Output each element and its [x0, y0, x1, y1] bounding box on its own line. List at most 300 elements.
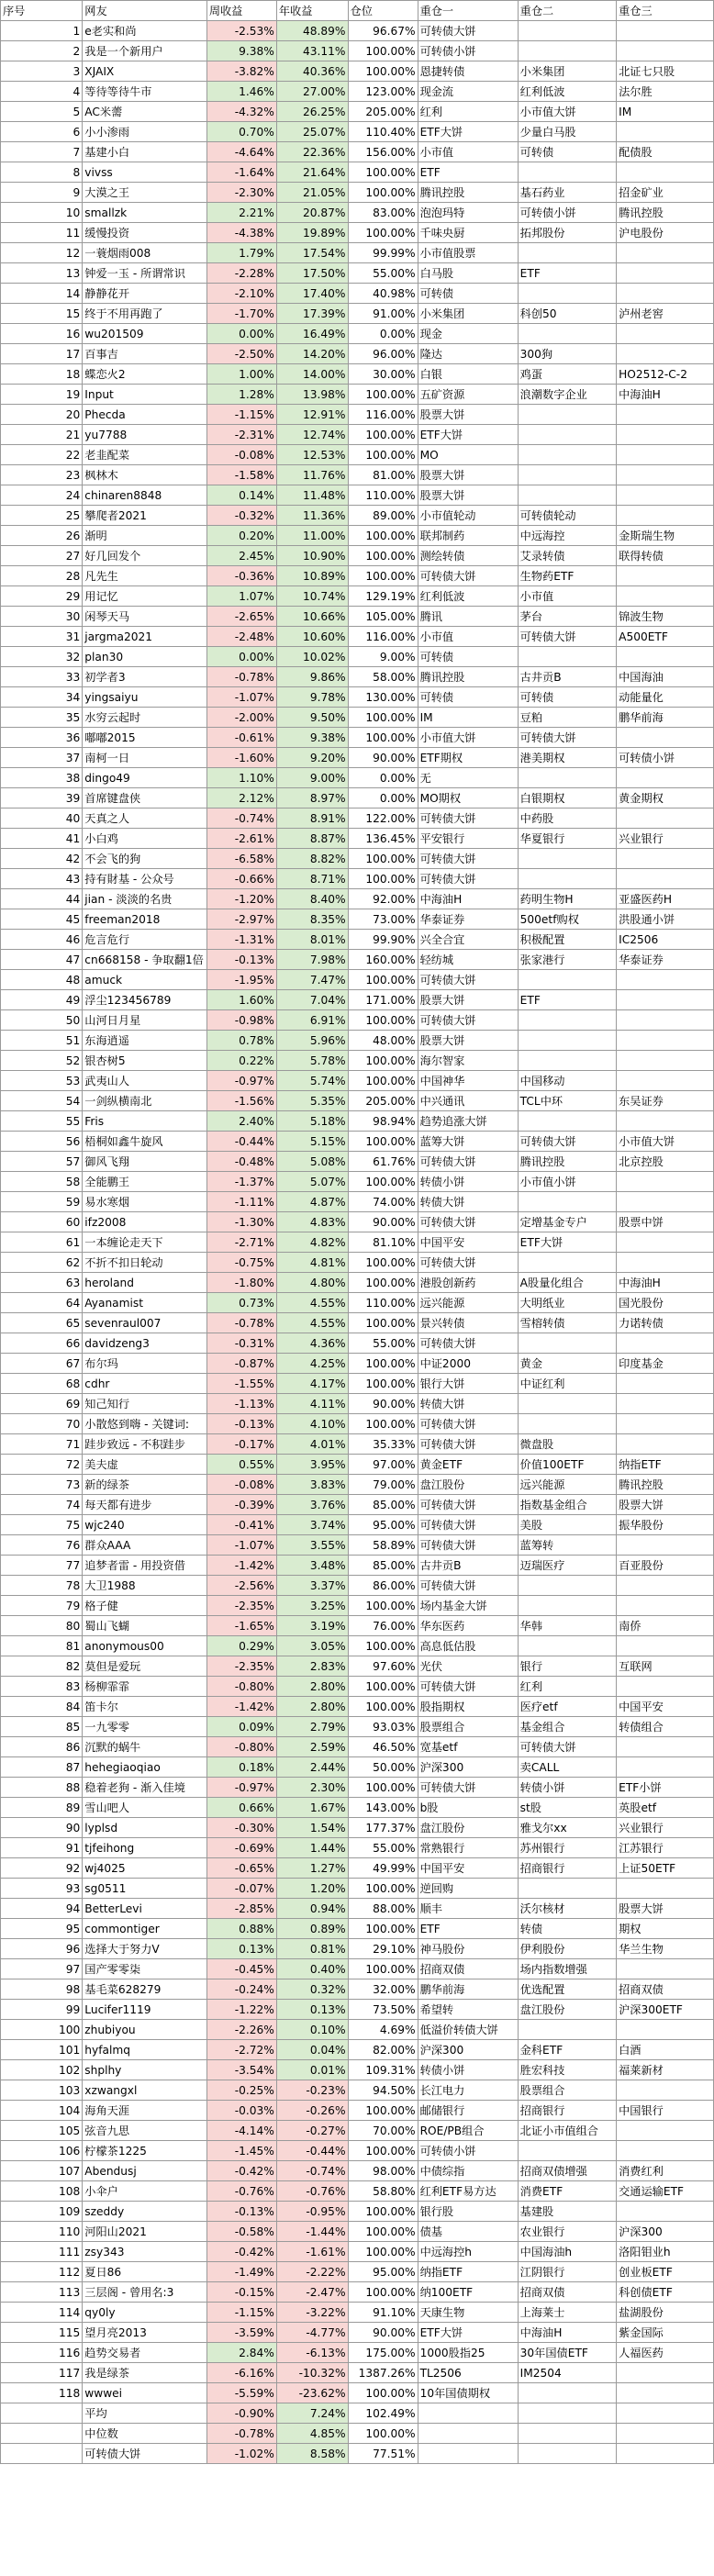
cell-user: 追梦者雷 - 用投资借 [83, 1556, 207, 1576]
cell-weekly-return: -6.58% [206, 849, 276, 869]
cell-user: 百事吉 [83, 344, 207, 364]
cell-holding-2: 红利 [518, 1677, 616, 1697]
cell-annual-return: 10.90% [276, 546, 348, 566]
cell-holding-1: 现金 [418, 324, 518, 344]
cell-holding-3: 小市值大饼 [617, 1132, 714, 1152]
cell-annual-return: 0.13% [276, 2000, 348, 2020]
cell-position: 130.00% [348, 687, 418, 708]
cell-annual-return: 4.87% [276, 1192, 348, 1212]
cell-weekly-return: -0.08% [206, 1475, 276, 1495]
cell-weekly-return: -0.76% [206, 2181, 276, 2202]
table-row [1, 1979, 714, 2000]
table-row [1, 2000, 714, 2020]
cell-index: 85 [1, 1717, 83, 1737]
cell-position: 96.67% [348, 21, 418, 41]
cell-annual-return: -10.32% [276, 2363, 348, 2383]
cell-user: 笛卡尔 [83, 1697, 207, 1717]
cell-position: 100.00% [348, 2424, 418, 2444]
cell-annual-return: 8.82% [276, 849, 348, 869]
cell-holding-1: ETF期权 [418, 748, 518, 768]
cell-annual-return: 17.54% [276, 243, 348, 263]
cell-weekly-return: -0.15% [206, 2282, 276, 2303]
cell-index: 113 [1, 2282, 83, 2303]
cell-holding-2: 张家港行 [518, 950, 616, 970]
cell-user: anonymous00 [83, 1636, 207, 1656]
cell-weekly-return: -1.07% [206, 1535, 276, 1556]
cell-holding-2: 苏州银行 [518, 1838, 616, 1858]
cell-annual-return: 21.05% [276, 183, 348, 203]
header-cell-annual-return: 年收益 [276, 1, 348, 21]
cell-holding-3 [617, 970, 714, 990]
cell-holding-3 [617, 445, 714, 465]
cell-weekly-return: 2.84% [206, 2343, 276, 2363]
cell-holding-2: 基建股 [518, 2202, 616, 2222]
cell-holding-1: 小市值 [418, 142, 518, 162]
cell-weekly-return: -0.36% [206, 566, 276, 586]
cell-holding-2 [518, 1111, 616, 1132]
cell-index: 92 [1, 1858, 83, 1879]
cell-weekly-return: -2.72% [206, 2040, 276, 2060]
cell-holding-1: 可转债大饼 [418, 808, 518, 829]
cell-holding-3 [617, 21, 714, 41]
cell-holding-3: IC2506 [617, 930, 714, 950]
header-cell-holding-3: 重仓三 [617, 1, 714, 21]
cell-user: qy0ly [83, 2303, 207, 2323]
cell-annual-return: 4.80% [276, 1273, 348, 1293]
cell-holding-3 [617, 1374, 714, 1394]
cell-holding-1: 无 [418, 768, 518, 788]
cell-holding-3 [617, 405, 714, 425]
table-row [1, 1919, 714, 1939]
table-row [1, 1333, 714, 1354]
cell-annual-return: 8.97% [276, 788, 348, 808]
cell-user: 沉默的蜗牛 [83, 1737, 207, 1757]
cell-index: 60 [1, 1212, 83, 1232]
cell-holding-3 [617, 1172, 714, 1192]
cell-weekly-return: -1.11% [206, 1192, 276, 1212]
cell-holding-2: 华夏银行 [518, 829, 616, 849]
cell-holding-3: 泸州老窖 [617, 304, 714, 324]
cell-annual-return: 17.40% [276, 284, 348, 304]
cell-user: Fris [83, 1111, 207, 1132]
cell-annual-return: 16.49% [276, 324, 348, 344]
cell-position: 205.00% [348, 102, 418, 122]
cell-holding-1: 小市值轮动 [418, 506, 518, 526]
cell-user: XJAIX [83, 61, 207, 82]
cell-holding-2: 伊利股份 [518, 1939, 616, 1959]
cell-user: vivss [83, 162, 207, 183]
cell-index: 66 [1, 1333, 83, 1354]
table-row [1, 304, 714, 324]
table-row [1, 526, 714, 546]
cell-annual-return: 4.82% [276, 1232, 348, 1253]
table-row [1, 566, 714, 586]
cell-holding-2: 可转债大饼 [518, 728, 616, 748]
cell-index: 99 [1, 2000, 83, 2020]
cell-weekly-return: -2.35% [206, 1656, 276, 1677]
cell-position: 122.00% [348, 808, 418, 829]
cell-holding-2 [518, 2020, 616, 2040]
cell-user: 一本缠论走天下 [83, 1232, 207, 1253]
cell-annual-return: 1.54% [276, 1818, 348, 1838]
cell-position: 29.10% [348, 1939, 418, 1959]
cell-holding-2: 转债 [518, 1919, 616, 1939]
cell-annual-return: 22.36% [276, 142, 348, 162]
cell-holding-3: 配债股 [617, 142, 714, 162]
cell-holding-3: 中海油H [617, 1273, 714, 1293]
cell-index: 97 [1, 1959, 83, 1979]
cell-index: 22 [1, 445, 83, 465]
cell-annual-return: -0.44% [276, 2141, 348, 2161]
cell-holding-3: 南侨 [617, 1616, 714, 1636]
cell-annual-return: 3.19% [276, 1616, 348, 1636]
cell-holding-2: 迈瑞医疗 [518, 1556, 616, 1576]
table-row [1, 223, 714, 243]
cell-holding-3 [617, 728, 714, 748]
cell-user: 好几回发个 [83, 546, 207, 566]
cell-index: 115 [1, 2323, 83, 2343]
summary-row [1, 2444, 714, 2464]
cell-user: Phecda [83, 405, 207, 425]
table-row [1, 1293, 714, 1313]
cell-holding-2: 黄金 [518, 1354, 616, 1374]
cell-holding-3: 上证50ETF [617, 1858, 714, 1879]
table-row [1, 869, 714, 889]
table-row [1, 2121, 714, 2141]
cell-index: 103 [1, 2080, 83, 2101]
cell-holding-1: 趋势追涨大饼 [418, 1111, 518, 1132]
cell-holding-1: 股票大饼 [418, 405, 518, 425]
cell-user: 雪山吧人 [83, 1798, 207, 1818]
cell-weekly-return: -5.59% [206, 2383, 276, 2403]
cell-user: 南柯一日 [83, 748, 207, 768]
cell-holding-1 [418, 2403, 518, 2424]
cell-user: 大漠之王 [83, 183, 207, 203]
cell-annual-return: 27.00% [276, 82, 348, 102]
cell-holding-2: 指数基金组合 [518, 1495, 616, 1515]
cell-holding-1: 可转债大饼 [418, 1576, 518, 1596]
cell-position: 100.00% [348, 1313, 418, 1333]
table-row [1, 2101, 714, 2121]
cell-weekly-return: -0.42% [206, 2242, 276, 2262]
cell-weekly-return: 1.07% [206, 586, 276, 607]
cell-holding-3: 沪电股份 [617, 223, 714, 243]
cell-annual-return: 8.40% [276, 889, 348, 909]
cell-annual-return: 3.25% [276, 1596, 348, 1616]
cell-position: 9.00% [348, 647, 418, 667]
cell-index: 102 [1, 2060, 83, 2080]
cell-holding-1: 股票组合 [418, 1717, 518, 1737]
cell-holding-3: 印度基金 [617, 1354, 714, 1374]
cell-holding-1: 恩捷转债 [418, 61, 518, 82]
cell-holding-1: 可转债大饼 [418, 1212, 518, 1232]
cell-user: BetterLevi [83, 1899, 207, 1919]
cell-weekly-return: 2.12% [206, 788, 276, 808]
cell-user: 河阳山2021 [83, 2222, 207, 2242]
cell-holding-1: 可转债大饼 [418, 21, 518, 41]
table-row [1, 829, 714, 849]
cell-holding-3 [617, 284, 714, 304]
cell-holding-1: 鹏华前海 [418, 1979, 518, 2000]
cell-holding-2: TCL中环 [518, 1091, 616, 1111]
cell-user: wjc240 [83, 1515, 207, 1535]
cell-holding-2: 腾讯控股 [518, 1152, 616, 1172]
table-row [1, 990, 714, 1010]
table-row [1, 61, 714, 82]
cell-index: 9 [1, 183, 83, 203]
cell-index: 33 [1, 667, 83, 687]
cell-holding-3 [617, 1333, 714, 1354]
cell-holding-3 [617, 566, 714, 586]
table-row [1, 1899, 714, 1919]
cell-position: 73.50% [348, 2000, 418, 2020]
cell-holding-1: 盘江股份 [418, 1475, 518, 1495]
cell-weekly-return: 0.66% [206, 1798, 276, 1818]
cell-weekly-return: -1.20% [206, 889, 276, 909]
table-row [1, 627, 714, 647]
table-row [1, 405, 714, 425]
cell-holding-2: 浪潮数字企业 [518, 385, 616, 405]
cell-holding-3 [617, 2383, 714, 2403]
cell-holding-3 [617, 1757, 714, 1778]
cell-index: 93 [1, 1879, 83, 1899]
table-row [1, 1111, 714, 1132]
cell-index: 17 [1, 344, 83, 364]
cell-position: 90.00% [348, 748, 418, 768]
cell-index: 10 [1, 203, 83, 223]
cell-user: jian - 淡淡的名贵 [83, 889, 207, 909]
table-row [1, 2222, 714, 2242]
cell-position: 100.00% [348, 183, 418, 203]
cell-holding-3 [617, 1677, 714, 1697]
cell-holding-2: 艾录转债 [518, 546, 616, 566]
cell-holding-2: 美股 [518, 1515, 616, 1535]
cell-holding-3 [617, 2424, 714, 2444]
cell-position: 100.00% [348, 1636, 418, 1656]
cell-position: 99.90% [348, 930, 418, 950]
cell-annual-return: -0.26% [276, 2101, 348, 2121]
cell-index: 51 [1, 1031, 83, 1051]
cell-index: 91 [1, 1838, 83, 1858]
cell-index: 98 [1, 1979, 83, 2000]
cell-index: 73 [1, 1475, 83, 1495]
table-row [1, 1152, 714, 1172]
cell-index: 69 [1, 1394, 83, 1414]
cell-user: 御风飞翔 [83, 1152, 207, 1172]
cell-index: 118 [1, 2383, 83, 2403]
cell-annual-return: 12.91% [276, 405, 348, 425]
cell-holding-1 [418, 2444, 518, 2464]
cell-holding-1: 红利 [418, 102, 518, 122]
cell-holding-3: 白酒 [617, 2040, 714, 2060]
cell-holding-1: 腾讯 [418, 607, 518, 627]
cell-user: 基建小白 [83, 142, 207, 162]
cell-holding-3: 东吴证券 [617, 1091, 714, 1111]
cell-holding-1: 可转债 [418, 647, 518, 667]
table-row [1, 2181, 714, 2202]
cell-user: 凡先生 [83, 566, 207, 586]
cell-index: 101 [1, 2040, 83, 2060]
cell-holding-3: 洛阳钼业h [617, 2242, 714, 2262]
cell-position: 98.00% [348, 2161, 418, 2181]
cell-user: 一蓑烟雨008 [83, 243, 207, 263]
cell-annual-return: 3.83% [276, 1475, 348, 1495]
cell-holding-3 [617, 162, 714, 183]
cell-index: 38 [1, 768, 83, 788]
cell-position: 100.00% [348, 162, 418, 183]
cell-index: 40 [1, 808, 83, 829]
cell-index: 50 [1, 1010, 83, 1031]
cell-weekly-return: -2.26% [206, 2020, 276, 2040]
cell-weekly-return: -2.61% [206, 829, 276, 849]
cell-user: 浮尘123456789 [83, 990, 207, 1010]
cell-annual-return: 0.32% [276, 1979, 348, 2000]
cell-annual-return: 6.91% [276, 1010, 348, 1031]
cell-index: 29 [1, 586, 83, 607]
table-row [1, 1132, 714, 1152]
table-row [1, 607, 714, 627]
cell-index: 25 [1, 506, 83, 526]
cell-weekly-return: 0.78% [206, 1031, 276, 1051]
cell-weekly-return: -3.59% [206, 2323, 276, 2343]
cell-holding-1: 红利ETF易方达 [418, 2181, 518, 2202]
cell-index: 44 [1, 889, 83, 909]
cell-index [1, 2403, 83, 2424]
cell-holding-3: 纳指ETF [617, 1455, 714, 1475]
cell-holding-1: 白银 [418, 364, 518, 385]
cell-index: 32 [1, 647, 83, 667]
cell-annual-return: 10.02% [276, 647, 348, 667]
cell-holding-2 [518, 445, 616, 465]
cell-position: 100.00% [348, 1959, 418, 1979]
cell-user: 老韭配菜 [83, 445, 207, 465]
cell-user: lyplsd [83, 1818, 207, 1838]
cell-holding-3: 动能量化 [617, 687, 714, 708]
cell-index: 104 [1, 2101, 83, 2121]
cell-holding-1: MO期权 [418, 788, 518, 808]
cell-holding-1: 常熟银行 [418, 1838, 518, 1858]
cell-holding-1: 股指期权 [418, 1697, 518, 1717]
cell-holding-2: 远兴能源 [518, 1475, 616, 1495]
header-row [1, 1, 714, 21]
cell-position: 177.37% [348, 1818, 418, 1838]
cell-holding-3: 盐湖股份 [617, 2303, 714, 2323]
cell-user: 一九零零 [83, 1717, 207, 1737]
cell-weekly-return: -1.65% [206, 1616, 276, 1636]
cell-holding-3 [617, 1232, 714, 1253]
cell-annual-return: -4.77% [276, 2323, 348, 2343]
cell-annual-return: 1.27% [276, 1858, 348, 1879]
cell-annual-return: 9.78% [276, 687, 348, 708]
cell-weekly-return: 0.00% [206, 324, 276, 344]
cell-holding-2: 华韩 [518, 1616, 616, 1636]
cell-holding-1: ROE/PB组合 [418, 2121, 518, 2141]
cell-annual-return: 7.24% [276, 2403, 348, 2424]
cell-holding-3 [617, 586, 714, 607]
cell-index: 77 [1, 1556, 83, 1576]
cell-holding-1: ETF大饼 [418, 425, 518, 445]
cell-weekly-return: -4.32% [206, 102, 276, 122]
cell-annual-return: 11.36% [276, 506, 348, 526]
table-row [1, 1192, 714, 1212]
cell-holding-2: ETF [518, 263, 616, 284]
cell-annual-return: 4.11% [276, 1394, 348, 1414]
cell-holding-2 [518, 465, 616, 485]
table-row [1, 2040, 714, 2060]
cell-weekly-return: -2.71% [206, 1232, 276, 1253]
cell-user: 终于不用再跑了 [83, 304, 207, 324]
cell-holding-2 [518, 485, 616, 506]
table-row [1, 1556, 714, 1576]
cell-position: 100.00% [348, 41, 418, 61]
cell-annual-return: 5.35% [276, 1091, 348, 1111]
header-cell-user: 网友 [83, 1, 207, 21]
cell-weekly-return: 0.70% [206, 122, 276, 142]
cell-weekly-return: -1.07% [206, 687, 276, 708]
cell-position: 110.00% [348, 1293, 418, 1313]
cell-user: 选择大于努力V [83, 1939, 207, 1959]
cell-weekly-return: -2.48% [206, 627, 276, 647]
cell-annual-return: -0.74% [276, 2161, 348, 2181]
cell-annual-return: 3.48% [276, 1556, 348, 1576]
cell-annual-return: 2.80% [276, 1697, 348, 1717]
cell-index: 23 [1, 465, 83, 485]
cell-weekly-return: 0.88% [206, 1919, 276, 1939]
cell-holding-1: 腾讯控股 [418, 667, 518, 687]
cell-holding-1: 光伏 [418, 1656, 518, 1677]
table-row [1, 183, 714, 203]
cell-holding-1: 银行股 [418, 2202, 518, 2222]
cell-holding-1: 小市值股票 [418, 243, 518, 263]
table-row [1, 2303, 714, 2323]
cell-holding-1: MO [418, 445, 518, 465]
cell-annual-return: 17.39% [276, 304, 348, 324]
cell-annual-return: 5.78% [276, 1051, 348, 1071]
cell-index: 106 [1, 2141, 83, 2161]
cell-holding-3: 联得转债 [617, 546, 714, 566]
cell-weekly-return: -0.78% [206, 667, 276, 687]
cell-holding-2: 可转债大饼 [518, 1737, 616, 1757]
cell-annual-return: 2.80% [276, 1677, 348, 1697]
cell-annual-return: 7.04% [276, 990, 348, 1010]
cell-annual-return: 0.81% [276, 1939, 348, 1959]
cell-user: ifz2008 [83, 1212, 207, 1232]
cell-index: 64 [1, 1293, 83, 1313]
cell-position: 0.00% [348, 768, 418, 788]
cell-holding-3 [617, 1636, 714, 1656]
cell-weekly-return: -1.31% [206, 930, 276, 950]
cell-annual-return: 9.86% [276, 667, 348, 687]
cell-weekly-return: -1.22% [206, 2000, 276, 2020]
cell-holding-1: 测绘转债 [418, 546, 518, 566]
cell-holding-3: 中国平安 [617, 1697, 714, 1717]
cell-position: 100.00% [348, 425, 418, 445]
cell-holding-3 [617, 1111, 714, 1132]
cell-annual-return: 20.87% [276, 203, 348, 223]
cell-holding-2: 优选配置 [518, 1979, 616, 2000]
cell-user: 大卫1988 [83, 1576, 207, 1596]
cell-holding-1: TL2506 [418, 2363, 518, 2383]
cell-index: 107 [1, 2161, 83, 2181]
cell-user: wj4025 [83, 1858, 207, 1879]
cell-holding-2: 可转债轮动 [518, 506, 616, 526]
cell-position: 90.00% [348, 1394, 418, 1414]
cell-holding-3: 沪深300 [617, 2222, 714, 2242]
cell-holding-1: 1000股指25 [418, 2343, 518, 2363]
cell-holding-2: 消费ETF [518, 2181, 616, 2202]
cell-position: 100.00% [348, 1677, 418, 1697]
cell-weekly-return: -0.69% [206, 1838, 276, 1858]
